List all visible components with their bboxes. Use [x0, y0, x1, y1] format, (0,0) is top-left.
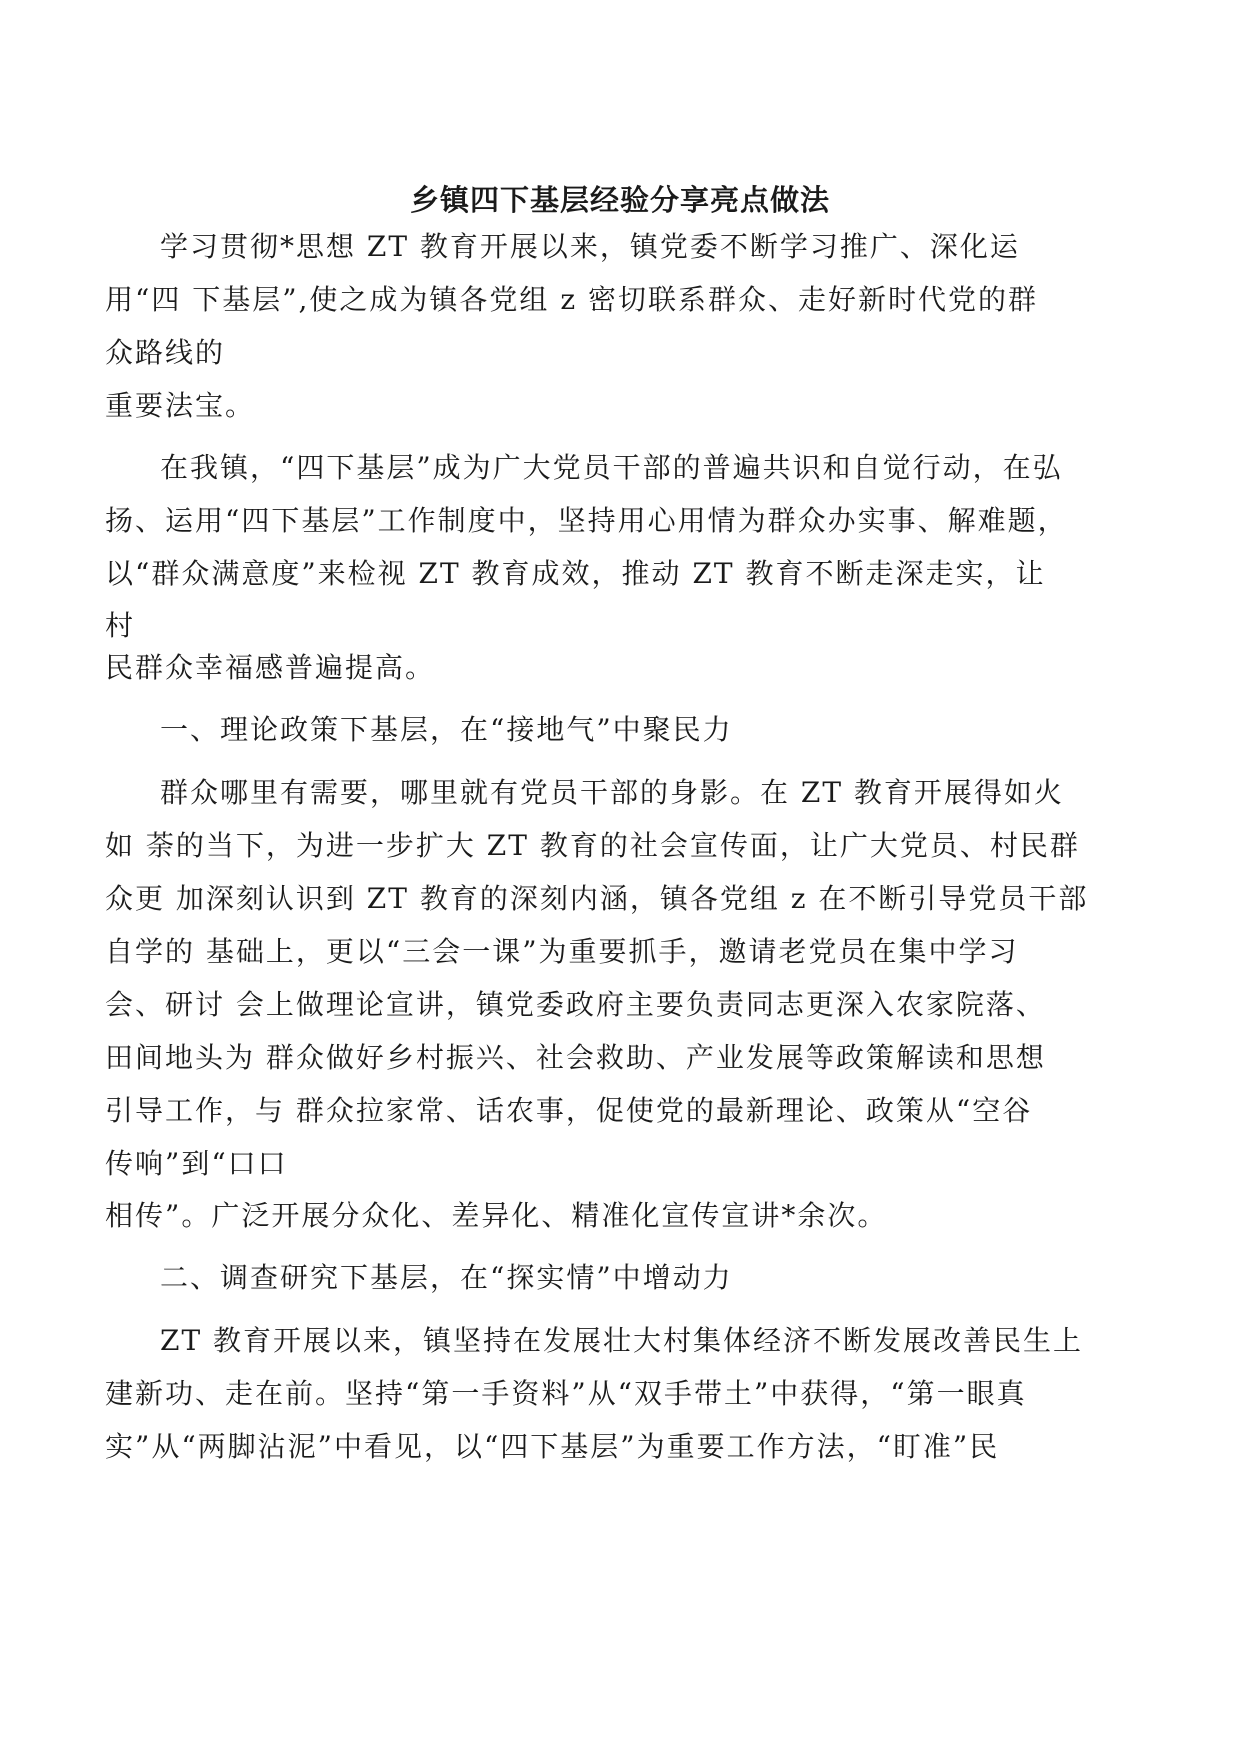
text-line: 重要法宝。: [105, 389, 256, 422]
text-line: ZT 教育开展以来，镇坚持在发展壮大村集体经济不断发展改善民生上: [160, 1324, 1084, 1357]
text-line: 田间地头为 群众做好乡村振兴、社会救助、产业发展等政策解读和思想: [105, 1041, 1046, 1074]
section-heading: 一、理论政策下基层，在“接地气”中聚民力: [160, 713, 733, 746]
text-line: 学习贯彻*思想 ZT 教育开展以来，镇党委不断学习推广、深化运: [160, 230, 1020, 263]
text-line: 民群众幸福感普遍提高。: [105, 651, 436, 684]
text-line: 众路线的: [105, 336, 226, 369]
text-line: 建新功、走在前。坚持“第一手资料”从“双手带土”中获得，“第一眼真: [105, 1377, 1027, 1410]
text-line: 引导工作，与 群众拉家常、话农事，促使党的最新理论、政策从“空谷: [105, 1094, 1033, 1127]
text-line: 会、研讨 会上做理论宣讲，镇党委政府主要负责同志更深入农家院落、: [105, 988, 1046, 1021]
text-line: 用“四 下基层”,使之成为镇各党组 z 密切联系群众、走好新时代党的群: [105, 283, 1038, 316]
text-line: 村: [105, 609, 136, 642]
document-title: 乡镇四下基层经验分享亮点做法: [409, 183, 830, 217]
section-heading: 二、调查研究下基层，在“探实情”中增动力: [160, 1261, 733, 1294]
text-line: 自学的 基础上，更以“三会一课”为重要抓手，邀请老党员在集中学习: [105, 935, 1019, 968]
text-line: 传响”到“口口: [105, 1147, 288, 1180]
text-line: 众更 加深刻认识到 ZT 教育的深刻内涵，镇各党组 z 在不断引导党员干部: [105, 882, 1089, 915]
text-line: 实”从“两脚沾泥”中看见，以“四下基层”为重要工作方法，“盯准”民: [105, 1430, 1000, 1463]
text-line: 群众哪里有需要，哪里就有党员干部的身影。在 ZT 教育开展得如火: [160, 776, 1064, 809]
text-line: 在我镇，“四下基层”成为广大党员干部的普遍共识和自觉行动，在弘: [160, 451, 1063, 484]
text-line: 如 荼的当下，为进一步扩大 ZT 教育的社会宣传面，让广大党员、村民群: [105, 829, 1080, 862]
text-line: 以“群众满意度”来检视 ZT 教育成效，推动 ZT 教育不断走深走实，让: [105, 557, 1046, 590]
text-line: 相传”。广泛开展分众化、差异化、精准化宣传宣讲*余次。: [105, 1199, 888, 1232]
text-line: 扬、运用“四下基层”工作制度中，坚持用心用情为群众办实事、解难题，: [105, 504, 1068, 537]
